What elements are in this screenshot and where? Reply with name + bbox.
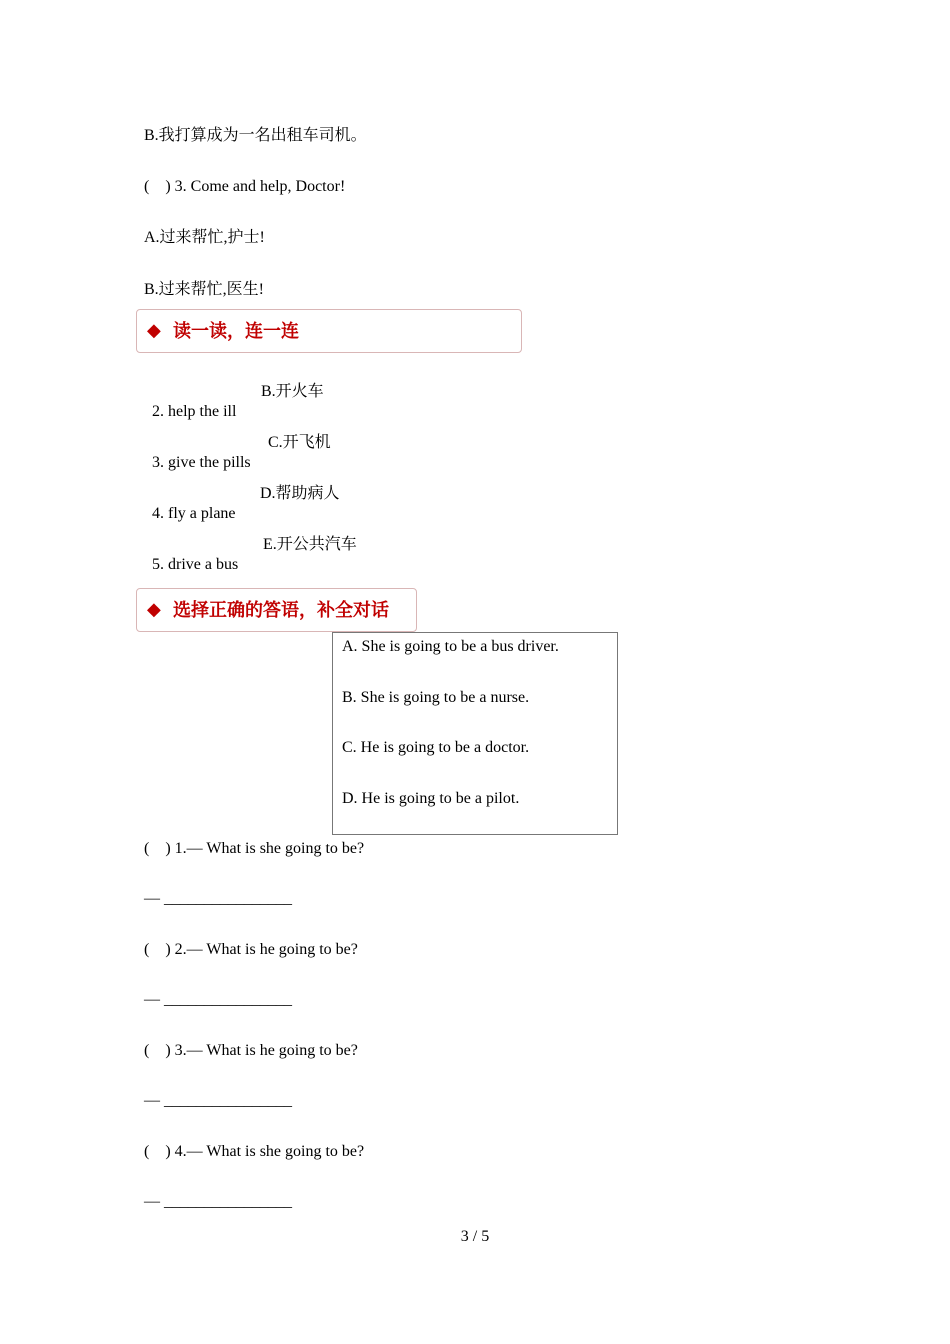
option-a: A. She is going to be a bus driver. — [342, 638, 559, 655]
dialog-answer-blank-2: — ________________ — [144, 991, 292, 1008]
question-3-line: ( ) 3. Come and help, Doctor! — [144, 178, 346, 195]
section-header-dialog — [136, 588, 417, 632]
option-b: B. She is going to be a nurse. — [342, 689, 530, 706]
matching-item — [144, 535, 357, 595]
dialog-question-1: ( ) 1.— What is she going to be? — [144, 840, 365, 857]
answer-line-b-doctor: B.过来帮忙,医生! — [144, 281, 265, 298]
dialog-answer-blank-1: — ________________ — [144, 890, 292, 907]
dialog-question-4: ( ) 4.— What is she going to be? — [144, 1143, 365, 1160]
option-d: D. He is going to be a pilot. — [342, 790, 520, 807]
section-header-match — [136, 309, 522, 353]
diamond-icon: ◆ — [147, 599, 161, 620]
answer-line-a-nurse: A.过来帮忙,护士! — [144, 229, 265, 246]
matching-chinese: B.开火车 — [261, 383, 324, 400]
section-title-match: 读一读，连一连 — [173, 321, 299, 342]
options-box — [332, 632, 618, 835]
answer-line-b-taxi: B.我打算成为一名出租车司机。 — [144, 127, 367, 144]
option-c: C. He is going to be a doctor. — [342, 739, 530, 756]
matching-english: 3. give the pills — [152, 454, 251, 471]
dialog-answer-blank-4: — ________________ — [144, 1193, 292, 1210]
dialog-question-2: ( ) 2.— What is he going to be? — [144, 941, 358, 958]
matching-chinese: D.帮助病人 — [260, 485, 340, 502]
dialog-answer-blank-3: — ________________ — [144, 1092, 292, 1109]
diamond-icon: ◆ — [147, 320, 161, 341]
page-number: 3 / 5 — [460, 1228, 490, 1245]
matching-english: 5. drive a bus — [152, 556, 239, 573]
section-title-dialog: 选择正确的答语，补全对话 — [173, 600, 389, 621]
matching-chinese: E.开公共汽车 — [263, 536, 357, 553]
dialog-question-3: ( ) 3.— What is he going to be? — [144, 1042, 358, 1059]
matching-chinese: C.开飞机 — [268, 434, 331, 451]
matching-english: 2. help the ill — [152, 403, 237, 420]
matching-english: 4. fly a plane — [152, 505, 236, 522]
